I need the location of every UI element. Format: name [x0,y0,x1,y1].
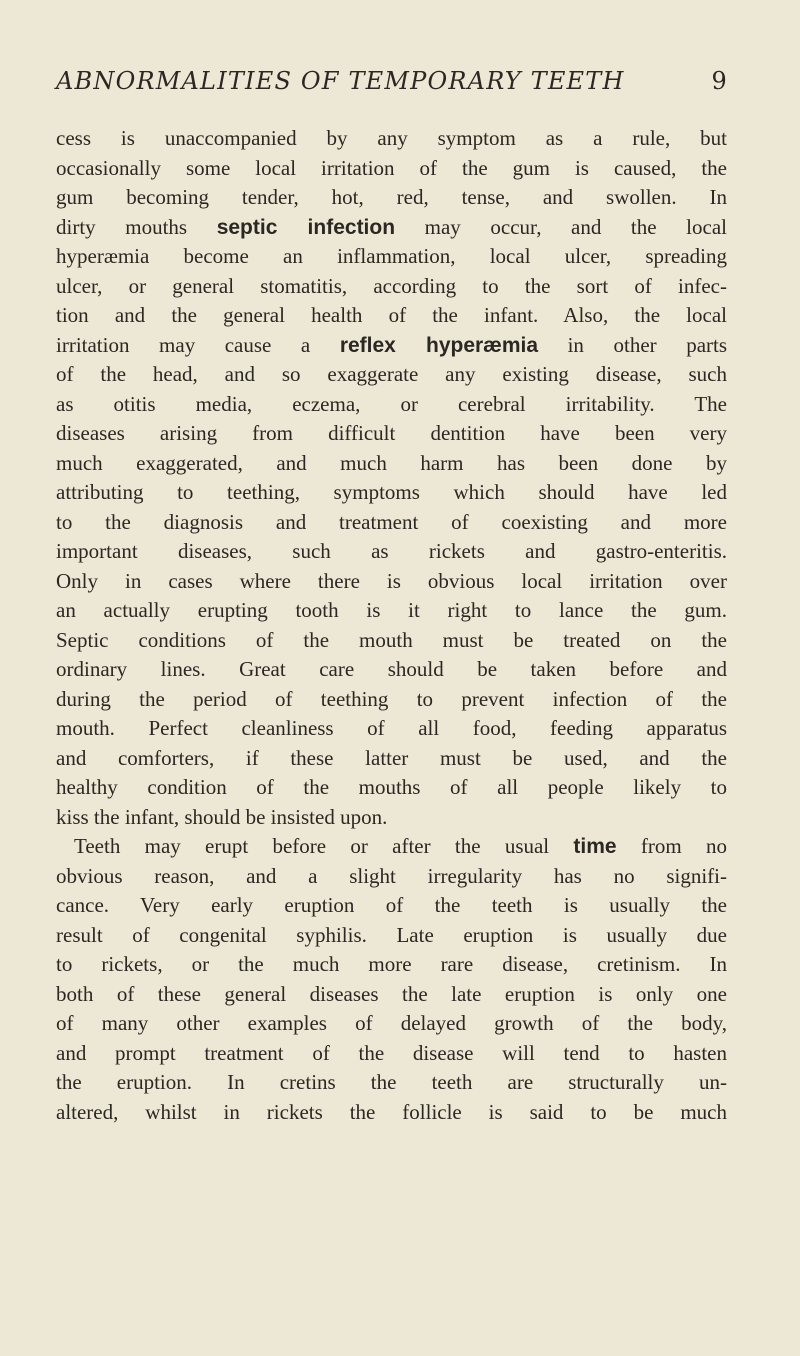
text-line: tion and the general health of the infant. Also, the local [56,303,727,327]
text-line: both of these general diseases the late eruption is only one [56,981,727,1006]
text-line: healthy condition of the mouths of all people likely to [56,775,727,799]
page-number: 9 [711,67,728,95]
text-line: attributing to teething, symptoms which should have led [56,480,727,504]
text-line: an actually erupting tooth is it right to lance the gum. [56,598,727,622]
text-line: as otitis media, eczema, or cerebral irritability. The [56,391,727,416]
text-line: cance. Very early eruption of the teeth is usually the [56,893,727,917]
text-line: hyperæmia become an inflammation, local ulcer, spreading [56,244,727,268]
text-line: gum becoming tender, hot, red, tense, and swollen. In [56,185,727,209]
page-header [56,67,728,103]
text-line: ordinary lines. Great care should be taken before and [56,657,727,681]
text-line: Teeth may erupt before or after the usual time from no [74,834,727,858]
text-line: to rickets, or the much more rare disease, cretinism. In [56,952,727,976]
text-line: irritation may cause a reflex hyperæmia in other parts [56,332,728,357]
paragraph-2 [56,832,727,1127]
highlight-term: time [573,835,617,858]
text-line: altered, whilst in rickets the follicle is said to be much [56,1099,727,1124]
text-line: mouth. Perfect cleanliness of all food, feeding apparatus [56,716,727,740]
text-line: and comforters, if these latter must be used, and the [56,745,727,770]
text-line: to the diagnosis and treatment of coexisting and more [56,509,727,534]
text-line: much exaggerated, and much harm has been done by [56,450,727,475]
text-line: occasionally some local irritation of the gum is caused, the [56,155,727,180]
text-line: dirty mouths septic infection may occur, and the local [56,214,727,239]
text-line: important diseases, such as rickets and gastro-enteritis. [56,539,727,563]
text-line: Septic conditions of the mouth must be treated on the [56,627,727,652]
text-line: during the period of teething to prevent infection of the [56,686,727,711]
text-line: cess is unaccompanied by any symptom as a rule, but [56,126,727,150]
paragraph-1 [56,124,727,832]
text-line: Only in cases where there is obvious local irritation over [56,568,727,593]
text-line: of many other examples of delayed growth of the body, [56,1011,727,1035]
body-text [56,124,727,1127]
text-line: result of congenital syphilis. Late eruption is usually due [56,922,727,947]
text-line: diseases arising from difficult dentition have been very [56,421,727,445]
text-line: obvious reason, and a slight irregularity has no signifi- [56,863,727,888]
text-line: the eruption. In cretins the teeth are structurally un- [56,1070,727,1094]
text-line: kiss the infant, should be insisted upon. [56,804,388,829]
text-line: and prompt treatment of the disease will tend to hasten [56,1040,727,1065]
highlight-term: septic infection [216,215,396,239]
text-line: ulcer, or general stomatitis, according to the sort of infec- [56,273,727,298]
running-title: ABNORMALITIES OF TEMPORARY TEETH [56,67,625,95]
highlight-term: reflex hyperæmia [339,333,539,357]
text-line: of the head, and so exaggerate any existing disease, such [56,362,727,386]
